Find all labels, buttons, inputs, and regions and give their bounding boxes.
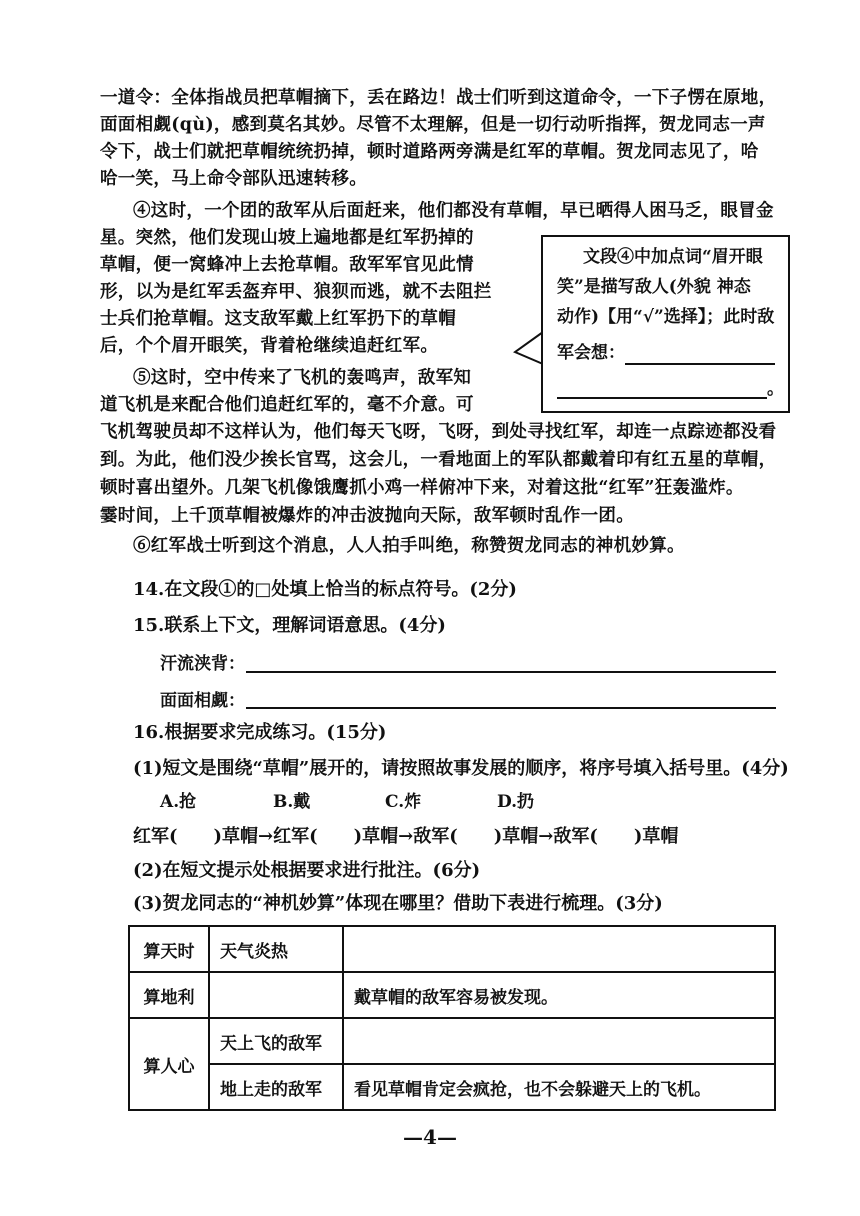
callout-line: 动作)【用“√”选择】；此时敌 <box>557 307 775 327</box>
q15-answer-line[interactable] <box>246 707 776 709</box>
option-item: B.戴 <box>273 792 311 812</box>
table-cell: 算天时 <box>129 926 209 972</box>
table-cell: 看见草帽肯定会疯抢，也不会躲避天上的飞机。 <box>343 1064 775 1110</box>
table-row <box>129 1064 775 1110</box>
callout-answer-line[interactable] <box>625 363 775 365</box>
option-item: D.扔 <box>497 792 535 812</box>
passage-line: ⑤这时，空中传来了飞机的轰鸣声，敌军知 <box>133 368 472 388</box>
q15-term-label: 汗流浃背： <box>160 654 245 674</box>
callout-line: 笑”是描写敌人(外貌 神态 <box>557 277 751 297</box>
table-answer-cell[interactable] <box>209 972 343 1018</box>
option-item: C.炸 <box>385 792 422 812</box>
question-15: 15.联系上下文，理解词语意思。(4分) <box>133 615 446 636</box>
table-cell: 戴草帽的敌军容易被发现。 <box>343 972 775 1018</box>
passage-line: 面面相觑(qù)，感到莫名其妙。尽管不太理解，但是一切行动听指挥，贺龙同志一声 <box>100 115 766 135</box>
passage-line: 形，以为是红军丢盔弃甲、狼狈而逃，就不去阻拦 <box>100 282 492 302</box>
passage-line: 哈一笑，马上命令部队迅速转移。 <box>100 169 367 189</box>
question-16: 16.根据要求完成练习。(15分) <box>133 722 387 743</box>
sequence-answer-row[interactable]: 红军( )草帽→红军( )草帽→敌军( )草帽→敌军( )草帽 <box>133 826 679 847</box>
passage-line: 顿时喜出望外。几架飞机像饿鹰抓小鸡一样俯冲下来，对着这批“红军”狂轰滥炸。 <box>100 478 744 498</box>
option-item: A.抢 <box>160 792 197 812</box>
question-16-3: (3)贺龙同志的“神机妙算”体现在哪里？借助下表进行梳理。(3分) <box>133 893 663 914</box>
table-cell: 算人心 <box>129 1018 209 1110</box>
passage-line: 一道令：全体指战员把草帽摘下，丢在路边！战士们听到这道命令，一下子愣在原地， <box>100 88 777 108</box>
passage-line: 士兵们抢草帽。这支敌军戴上红军扔下的草帽 <box>100 309 456 329</box>
table-cell: 天上飞的敌军 <box>209 1018 343 1064</box>
passage-line: 星。突然，他们发现山坡上遍地都是红军扔掉的 <box>100 228 474 248</box>
passage-line: 令下，战士们就把草帽统统扔掉，顿时道路两旁满是红军的草帽。贺龙同志见了，哈 <box>100 142 759 162</box>
table-row <box>129 926 775 972</box>
passage-line: ④这时，一个团的敌军从后面赶来，他们都没有草帽，早已晒得人困马乏，眼冒金 <box>133 201 774 221</box>
table-cell: 算地利 <box>129 972 209 1018</box>
table-cell: 天气炎热 <box>209 926 343 972</box>
passage-line: 到。为此，他们没少挨长官骂，这会儿，一看地面上的军队都戴着印有红五星的草帽， <box>100 450 777 470</box>
callout-answer-line[interactable] <box>557 397 767 399</box>
question-16-2: (2)在短文提示处根据要求进行批注。(6分) <box>133 860 481 881</box>
passage-line: 草帽，便一窝蜂冲上去抢草帽。敌军军官见此情 <box>100 255 474 275</box>
passage-line: 霎时间，上千顶草帽被爆炸的冲击波抛向天际，敌军顿时乱作一团。 <box>100 506 634 526</box>
callout-end-mark: 。 <box>767 379 784 399</box>
passage-line: ⑥红军战士听到这个消息，人人拍手叫绝，称赞贺龙同志的神机妙算。 <box>133 536 685 556</box>
callout-line: 军会想： <box>557 343 625 363</box>
passage-line: 道飞机是来配合他们追赶红军的，毫不介意。可 <box>100 395 474 415</box>
table-row <box>129 1018 775 1064</box>
q15-term-label: 面面相觑： <box>160 691 245 711</box>
table-cell: 地上走的敌军 <box>209 1064 343 1110</box>
q15-answer-line[interactable] <box>246 671 776 673</box>
question-16-1: (1)短文是围绕“草帽”展开的，请按照故事发展的顺序，将序号填入括号里。(4分) <box>133 758 789 779</box>
table-answer-cell[interactable] <box>343 926 775 972</box>
table-row <box>129 972 775 1018</box>
analysis-table <box>128 925 776 1111</box>
callout-line: 文段④中加点词“眉开眼 <box>583 247 763 267</box>
passage-line: 后，个个眉开眼笑，背着枪继续追赶红军。 <box>100 336 439 356</box>
question-14: 14.在文段①的□处填上恰当的标点符号。(2分) <box>133 579 517 600</box>
passage-line: 飞机驾驶员却不这样认为，他们每天飞呀，飞呀，到处寻找红军，却连一点踪迹都没看 <box>100 422 777 442</box>
page-number: —4— <box>403 1125 457 1149</box>
annotation-callout-box <box>541 235 790 413</box>
table-answer-cell[interactable] <box>343 1018 775 1064</box>
